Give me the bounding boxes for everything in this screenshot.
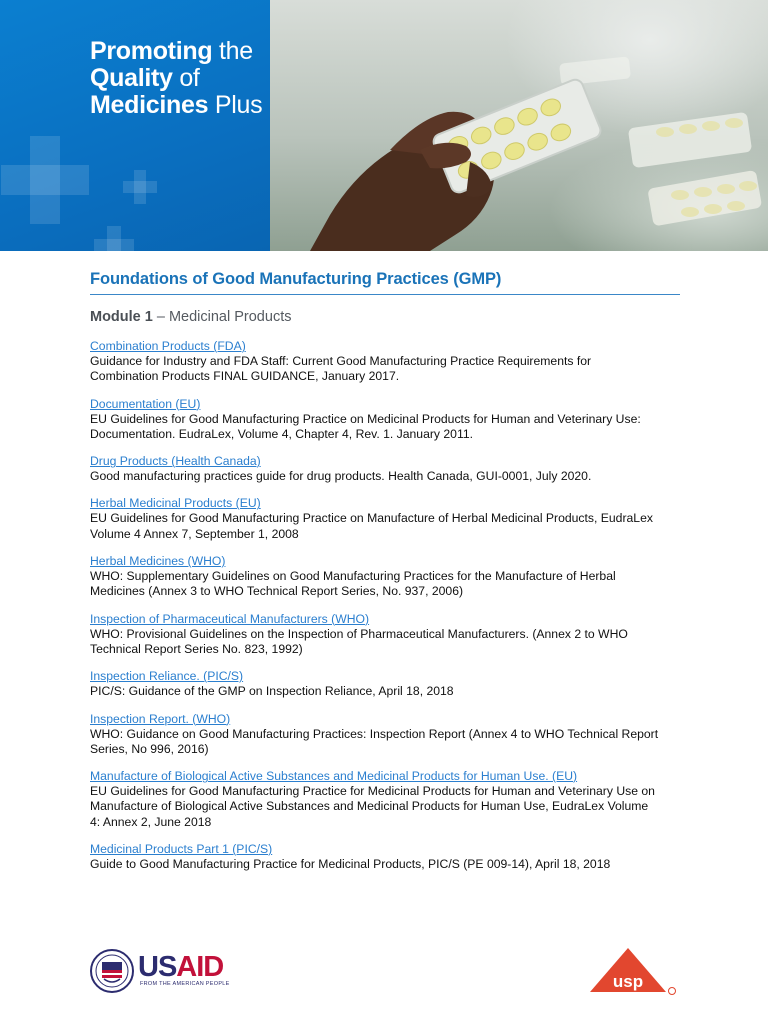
brand-wordmark: Promoting the Quality of Medicines Plus xyxy=(90,37,263,119)
reference-link[interactable]: Inspection Report. (WHO) xyxy=(90,711,231,726)
usaid-wordmark: USAID xyxy=(138,951,224,983)
reference-link[interactable]: Documentation (EU) xyxy=(90,396,201,411)
reference-item xyxy=(90,669,680,699)
reference-link[interactable]: Inspection of Pharmaceutical Manufacturers (WHO) xyxy=(90,611,370,626)
reference-item xyxy=(90,842,680,872)
brand-panel xyxy=(0,0,270,251)
reference-item xyxy=(90,769,680,830)
reference-description: WHO: Provisional Guidelines on the Inspection of Pharmaceutical Manufacturers. (Annex 2 to WHO Technical Report Series No. 823, 1992) xyxy=(90,626,628,656)
reference-link[interactable]: Herbal Medicines (WHO) xyxy=(90,554,226,569)
usp-logo xyxy=(590,946,680,998)
reference-description: Guide to Good Manufacturing Practice for Medicinal Products, PIC/S (PE 009-14), April 18, 2018 xyxy=(90,857,611,872)
header-photo xyxy=(270,0,768,251)
reference-link[interactable]: Manufacture of Biological Active Substances and Medicinal Products for Human Use. (EU) xyxy=(90,769,578,784)
reference-item xyxy=(90,454,680,484)
usaid-tagline: FROM THE AMERICAN PEOPLE xyxy=(140,981,230,987)
page-title: Foundations of Good Manufacturing Practices (GMP) xyxy=(90,270,680,295)
reference-item xyxy=(90,612,680,658)
reference-item xyxy=(90,712,680,758)
reference-item xyxy=(90,496,680,542)
reference-link[interactable]: Combination Products (FDA) xyxy=(90,339,246,353)
reference-link[interactable]: Inspection Reliance. (PIC/S) xyxy=(90,669,244,684)
reference-link[interactable]: Medicinal Products Part 1 (PIC/S) xyxy=(90,842,273,857)
header-banner xyxy=(0,0,768,251)
reference-item xyxy=(90,397,680,443)
reference-list xyxy=(90,339,680,872)
usaid-logo xyxy=(90,947,250,995)
reference-item xyxy=(90,554,680,600)
reference-item xyxy=(90,339,680,385)
usp-wordmark: usp xyxy=(612,972,644,991)
document-body xyxy=(90,270,680,884)
reference-description: WHO: Supplementary Guidelines on Good Manufacturing Practices for the Manufacture of Herbal Medicines (Annex 3 to WHO Technical Report Series, No. 937, 2006) xyxy=(90,569,616,599)
reference-link[interactable]: Herbal Medicinal Products (EU) xyxy=(90,496,261,511)
usaid-seal-icon xyxy=(90,949,134,993)
reference-description: Good manufacturing practices guide for drug products. Health Canada, GUI-0001, July 2020. xyxy=(90,469,592,484)
reference-description: EU Guidelines for Good Manufacturing Practice for Medicinal Products for Human and Veterinary Use on Manufacture of Biological Active Substances and Medicinal Products for Human Use, EudraLex Volume 4: Annex 2, June 2018 xyxy=(90,784,655,829)
hand-holding-blister-pack-image xyxy=(270,0,768,251)
reference-description: WHO: Guidance on Good Manufacturing Practices: Inspection Report (Annex 4 to WHO Technical Report Series, No 996, 2016) xyxy=(90,726,659,756)
reference-description: PIC/S: Guidance of the GMP on Inspection Reliance, April 18, 2018 xyxy=(90,684,454,699)
reference-description: Guidance for Industry and FDA Staff: Current Good Manufacturing Practice Requirements for Combination Products FINAL GUIDANCE, January 2017. xyxy=(90,354,592,384)
usp-triangle-icon xyxy=(590,946,680,998)
reference-description: EU Guidelines for Good Manufacturing Practice on Medicinal Products for Human and Veterinary Use: Documentation. EudraLex, Volume 4, Chapter 4, Rev. 1. January 2011. xyxy=(90,411,641,441)
reference-link[interactable]: Drug Products (Health Canada) xyxy=(90,454,261,469)
module-heading: Module 1 – Medicinal Products xyxy=(90,309,292,325)
reference-description: EU Guidelines for Good Manufacturing Practice on Manufacture of Herbal Medicinal Products, EudraLex Volume 4 Annex 7, September 1, 2008 xyxy=(90,511,653,541)
